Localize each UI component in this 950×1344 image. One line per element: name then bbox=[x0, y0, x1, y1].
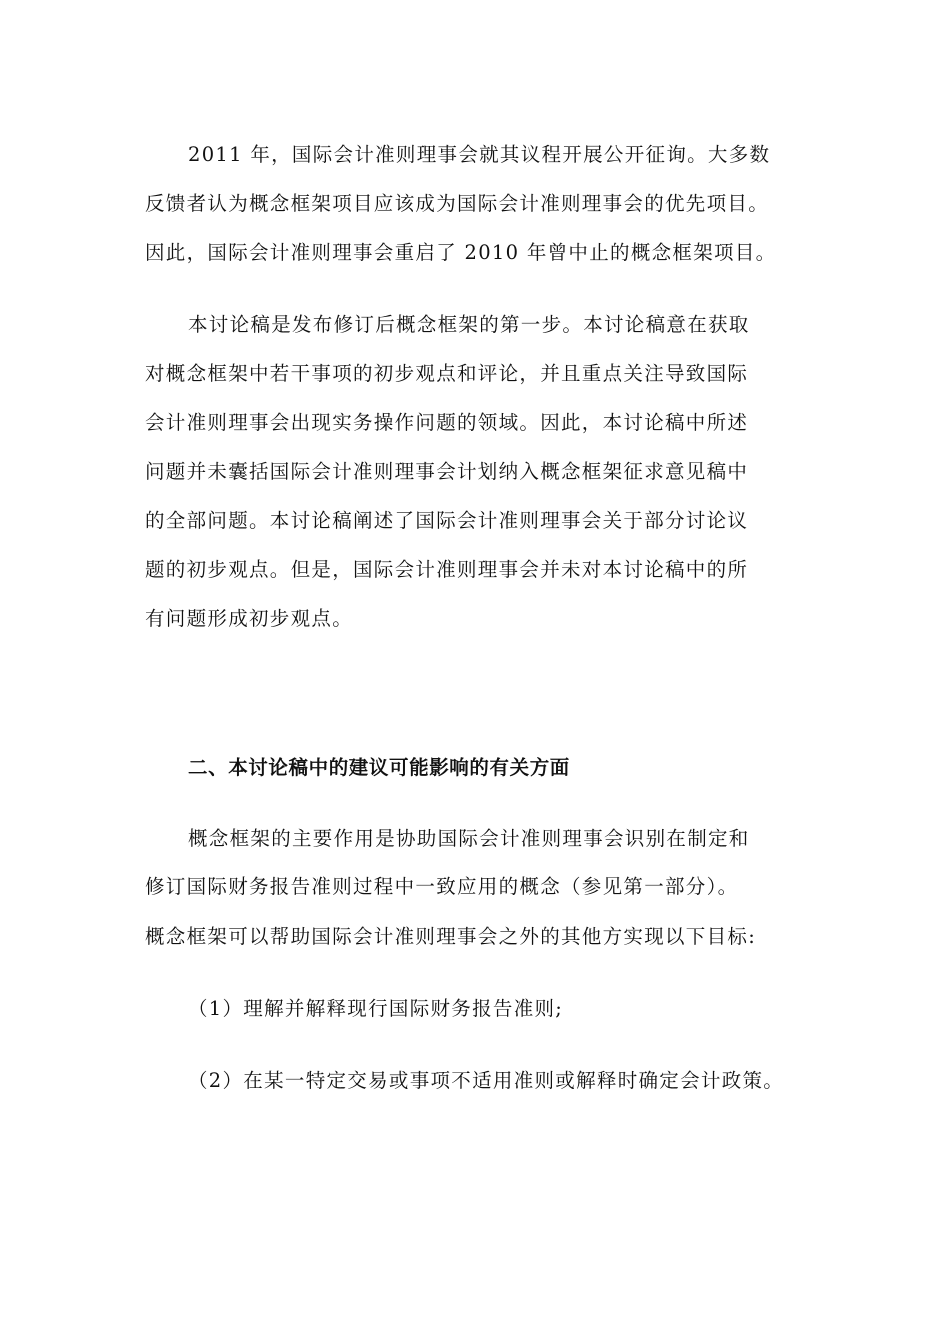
paragraph-1-line-3: 因此，国际会计准则理事会重启了 2010 年曾中止的概念框架项目。 bbox=[145, 241, 777, 264]
paragraph-2-line-5: 的全部问题。本讨论稿阐述了国际会计准则理事会关于部分讨论议 bbox=[145, 509, 749, 532]
paragraph-2-line-7: 有问题形成初步观点。 bbox=[145, 607, 354, 630]
list-item-2: （2）在某一特定交易或事项不适用准则或解释时确定会计政策。 bbox=[188, 1069, 785, 1092]
paragraph-1-line-2: 反馈者认为概念框架项目应该成为国际会计准则理事会的优先项目。 bbox=[145, 192, 770, 215]
list-item-1: （1）理解并解释现行国际财务报告准则; bbox=[188, 997, 564, 1020]
paragraph-2-line-6: 题的初步观点。但是，国际会计准则理事会并未对本讨论稿中的所 bbox=[145, 558, 749, 581]
paragraph-1-line-1: 2011 年，国际会计准则理事会就其议程开展公开征询。大多数 bbox=[188, 143, 771, 166]
section-2-heading: 二、本讨论稿中的建议可能影响的有关方面 bbox=[188, 756, 570, 779]
paragraph-2-line-4: 问题并未囊括国际会计准则理事会计划纳入概念框架征求意见稿中 bbox=[145, 460, 749, 483]
paragraph-2-line-2: 对概念框架中若干事项的初步观点和评论，并且重点关注导致国际 bbox=[145, 362, 749, 385]
paragraph-3-line-3: 概念框架可以帮助国际会计准则理事会之外的其他方实现以下目标: bbox=[145, 925, 757, 948]
paragraph-3-line-2: 修订国际财务报告准则过程中一致应用的概念（参见第一部分）。 bbox=[145, 875, 739, 898]
paragraph-3-line-1: 概念框架的主要作用是协助国际会计准则理事会识别在制定和 bbox=[188, 827, 750, 850]
paragraph-2-line-3: 会计准则理事会出现实务操作问题的领域。因此，本讨论稿中所述 bbox=[145, 411, 749, 434]
paragraph-2-line-1: 本讨论稿是发布修订后概念框架的第一步。本讨论稿意在获取 bbox=[188, 313, 750, 336]
